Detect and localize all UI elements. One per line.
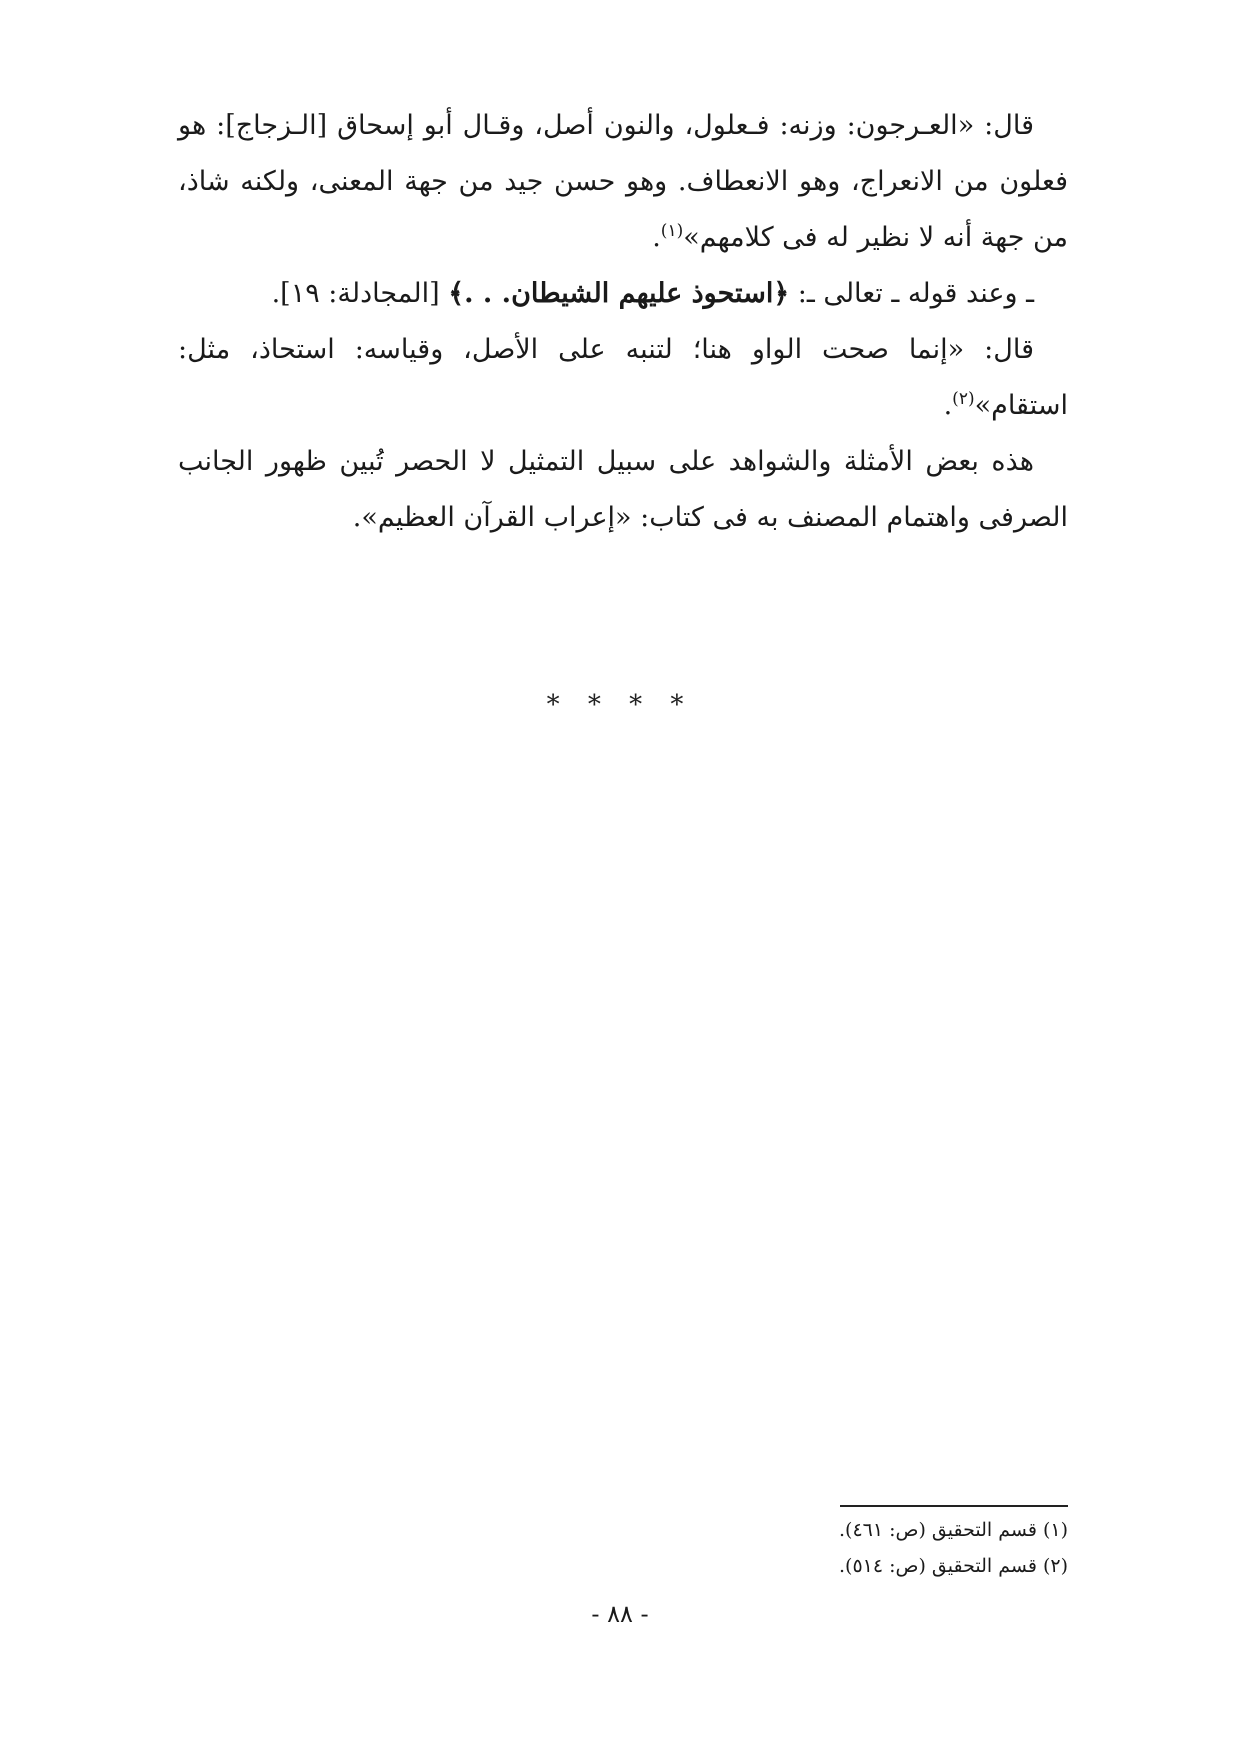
footnote-2: (٢) قسم التحقيق (ص: ٥١٤). bbox=[838, 1555, 1068, 1577]
body-text bbox=[178, 98, 1068, 546]
paragraph-1-text: قال: «العـرجون: وزنه: فـعلول، والنون أصل، وقـال أبو إسحاق [الـزجاج]: هو فعلون من الانعراج، وهو الانعطاف. وهو حسن جيد من جهة المعنى، ولكنه شاذ، من جهة أنه لا نظير له فى كلامهم» bbox=[178, 110, 1068, 253]
paragraph-3-text: قال: «إنما صحت الواو هنا؛ لتنبه على الأصل، وقياسه: استحاذ، مثل: استقام» bbox=[178, 334, 1068, 421]
section-separator: * * * * bbox=[546, 690, 694, 720]
footnote-1: (١) قسم التحقيق (ص: ٤٦١). bbox=[838, 1519, 1068, 1541]
quran-verse: ﴿استحوذ عليهم الشيطان. . .﴾ bbox=[448, 278, 790, 309]
footnote-ref-1: (١) bbox=[660, 221, 684, 241]
footnote-rule bbox=[840, 1505, 1068, 1507]
paragraph-3-end: . bbox=[943, 390, 953, 421]
paragraph-2-text: ـ وعند قوله ـ تعالى ـ: bbox=[797, 278, 1034, 309]
paragraph-3 bbox=[178, 322, 1068, 434]
paragraph-4: هذه بعض الأمثلة والشواهد على سبيل التمثيل لا الحصر تُبين ظهور الجانب الصرفى واهتمام المصنف به فى كتاب: «إعراب القرآن العظيم». bbox=[178, 446, 1068, 533]
verse-citation: [المجادلة: ١٩]. bbox=[271, 278, 440, 309]
paragraph-1 bbox=[178, 98, 1068, 266]
footnote-ref-2: (٢) bbox=[952, 389, 975, 409]
page-number: - ٨٨ - bbox=[591, 1600, 649, 1628]
paragraph-1-end: . bbox=[652, 222, 661, 253]
paragraph-2 bbox=[178, 266, 1068, 322]
footnotes bbox=[700, 1512, 1068, 1584]
